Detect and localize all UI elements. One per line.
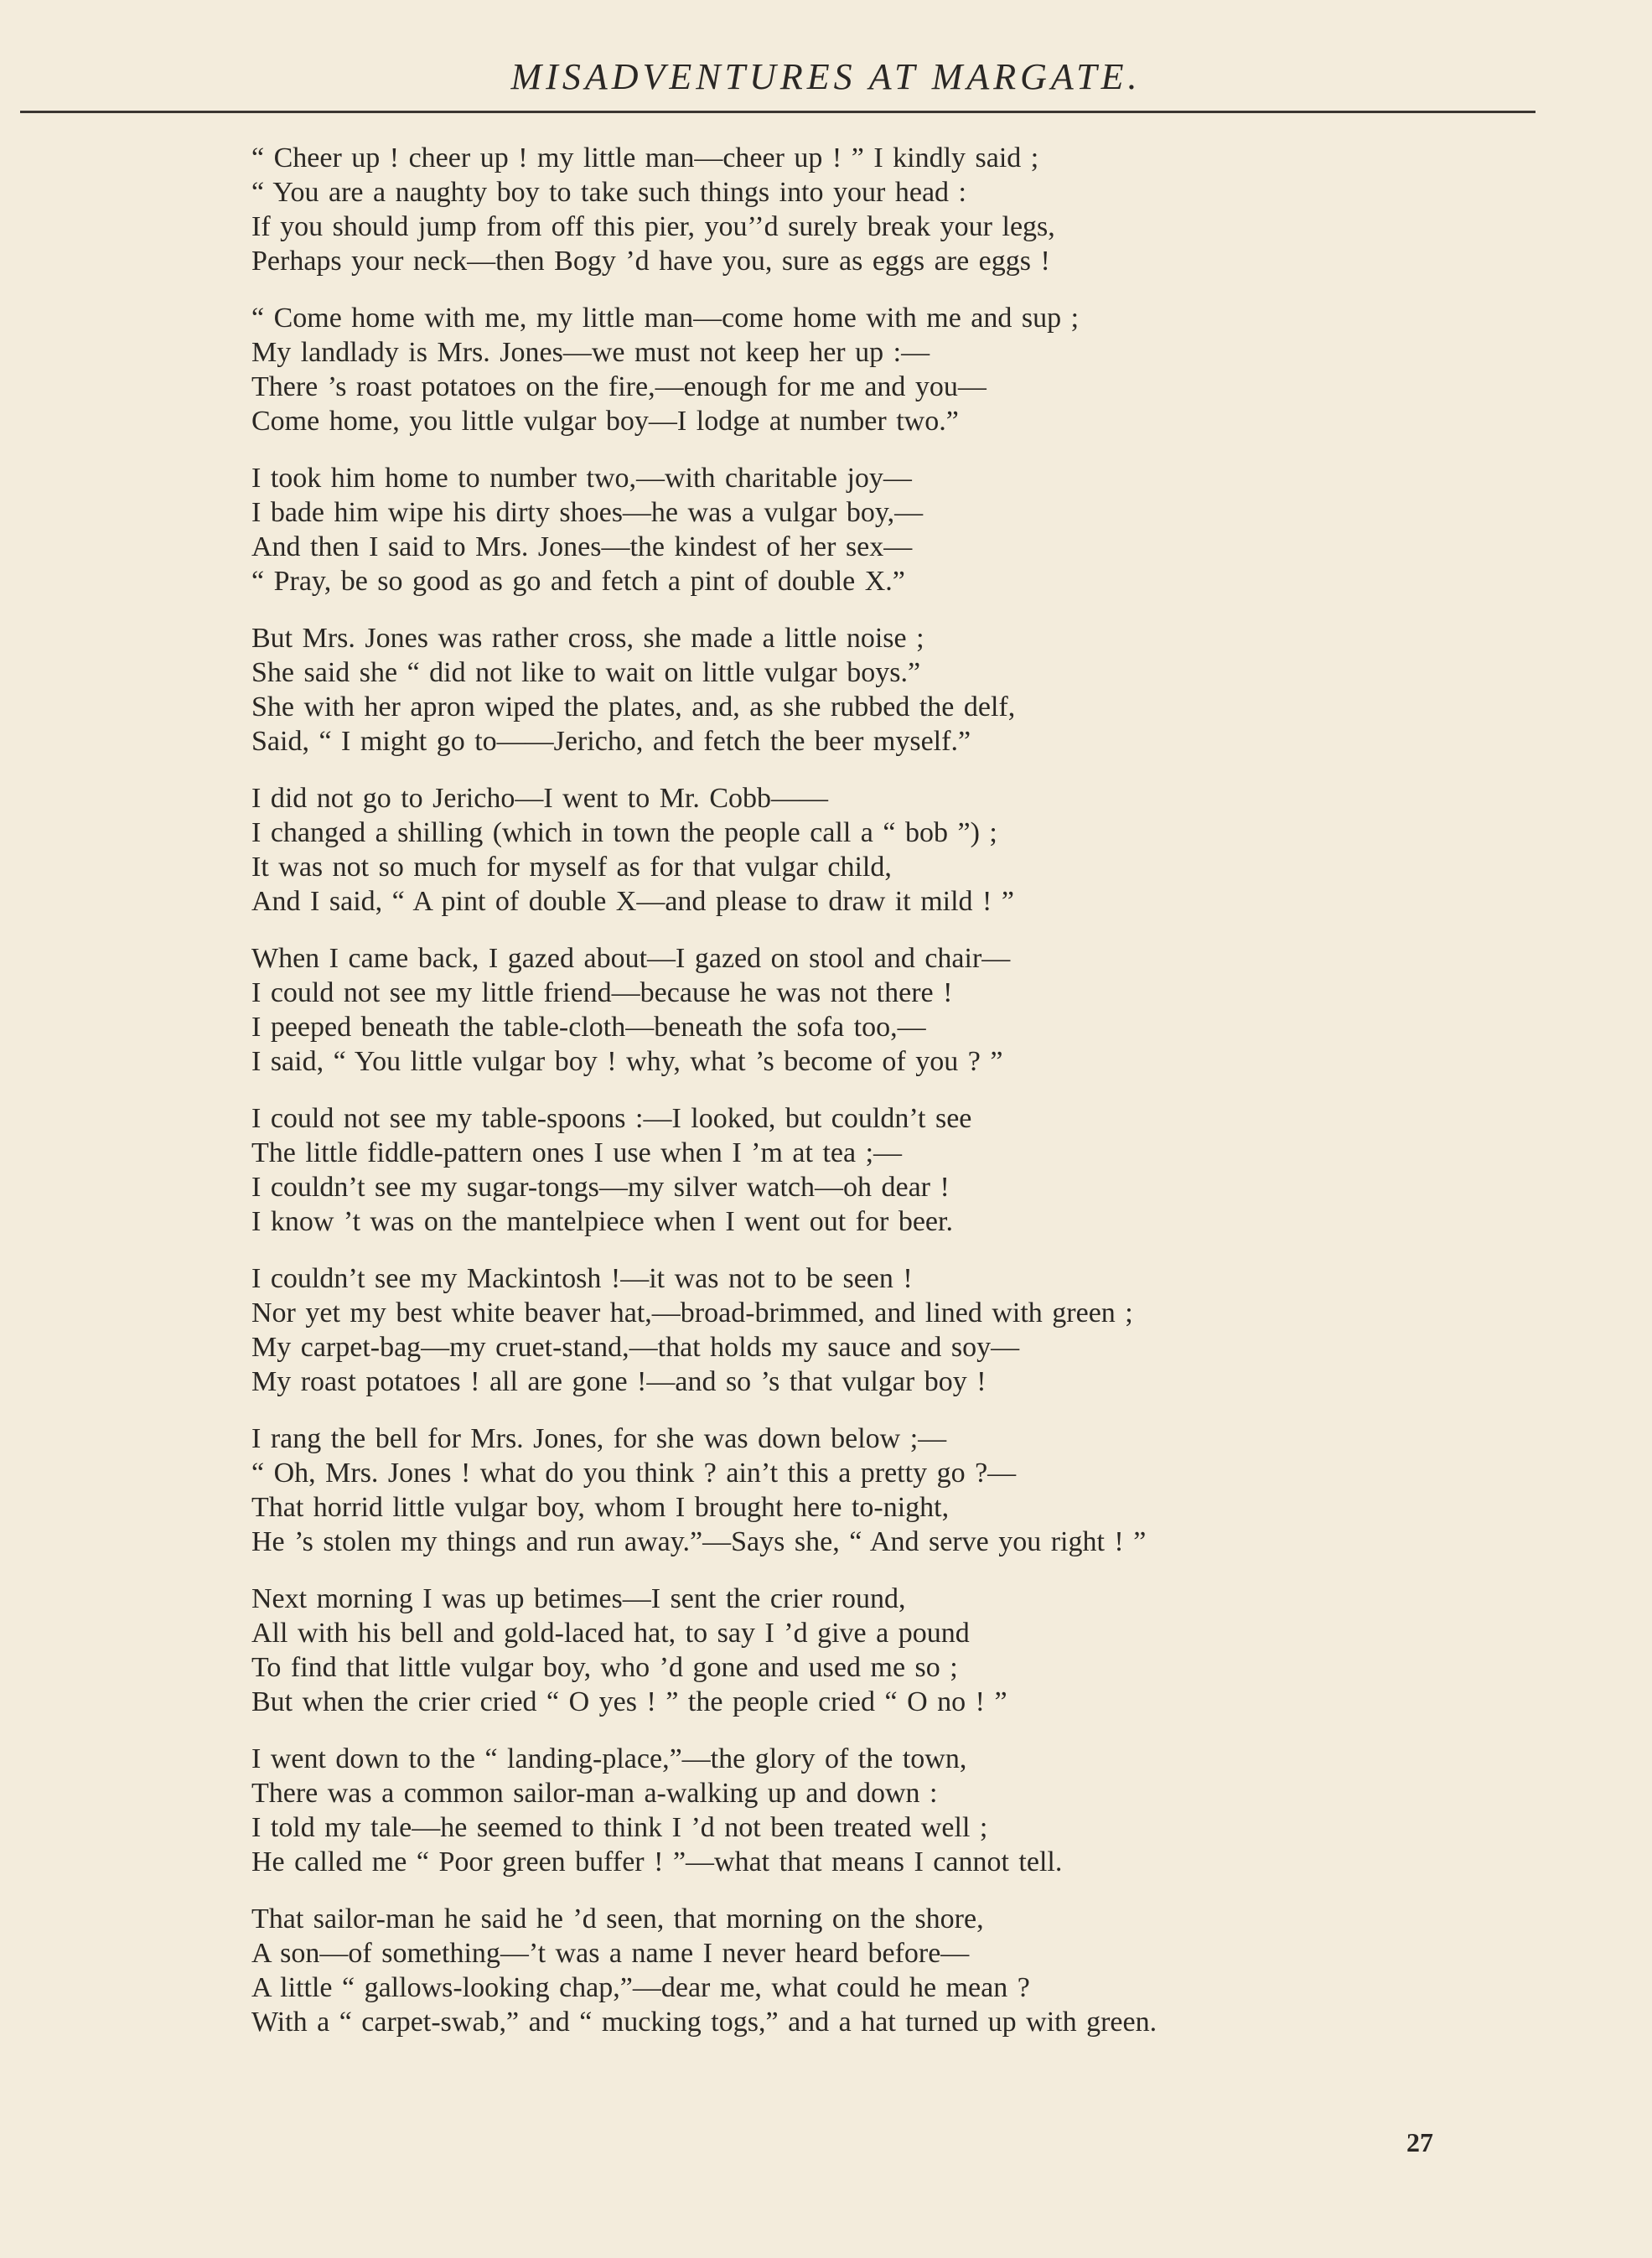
poem-line: I could not see my table-spoons :—I looked, but couldn’t see bbox=[251, 1103, 972, 1134]
poem-line: All with his bell and gold-laced hat, to say I ’d give a pound bbox=[251, 1618, 970, 1649]
stanza bbox=[251, 1261, 1592, 1399]
poem-line: And I said, “ A pint of double X—and please to draw it mild ! ” bbox=[251, 886, 1014, 917]
poem-line: “ Come home with me, my little man—come home with me and sup ; bbox=[251, 303, 1080, 334]
poem-line: If you should jump from off this pier, you’’d surely break your legs, bbox=[251, 211, 1055, 242]
poem-line: With a “ carpet-swab,” and “ mucking togs,” and a hat turned up with green. bbox=[251, 2007, 1157, 2038]
poem-line: She with her apron wiped the plates, and, as she rubbed the delf, bbox=[251, 691, 1016, 722]
poem-line: Said, “ I might go to——Jericho, and fetch the beer myself.” bbox=[251, 726, 971, 757]
stanza bbox=[251, 1902, 1592, 2039]
poem-line: That horrid little vulgar boy, whom I brought here to-night, bbox=[251, 1492, 950, 1523]
stanza bbox=[251, 781, 1592, 919]
poem-line: I said, “ You little vulgar boy ! why, what ’s become of you ? ” bbox=[251, 1046, 1003, 1077]
stanza bbox=[251, 141, 1592, 278]
poem-line: It was not so much for myself as for that vulgar child, bbox=[251, 852, 892, 883]
poem-line: I took him home to number two,—with charitable joy— bbox=[251, 463, 912, 494]
poem-line: “ Cheer up ! cheer up ! my little man—cheer up ! ” I kindly said ; bbox=[251, 142, 1039, 173]
poem-line: I could not see my little friend—because he was not there ! bbox=[251, 977, 953, 1008]
poem-line: A little “ gallows-looking chap,”—dear me, what could he mean ? bbox=[251, 1972, 1030, 2003]
poem-line: I peeped beneath the table-cloth—beneath the sofa too,— bbox=[251, 1012, 926, 1043]
stanza bbox=[251, 1582, 1592, 1719]
poem-line: When I came back, I gazed about—I gazed on stool and chair— bbox=[251, 943, 1011, 974]
stanza bbox=[251, 941, 1592, 1079]
poem-line: I changed a shilling (which in town the people call a “ bob ”) ; bbox=[251, 817, 997, 848]
stanza bbox=[251, 1742, 1592, 1879]
header-rule bbox=[20, 111, 1535, 113]
stanza bbox=[251, 461, 1592, 598]
poem-line: He called me “ Poor green buffer ! ”—what that means I cannot tell. bbox=[251, 1846, 1063, 1877]
poem-line: That sailor-man he said he ’d seen, that morning on the shore, bbox=[251, 1903, 984, 1934]
poem-line: I bade him wipe his dirty shoes—he was a vulgar boy,— bbox=[251, 497, 924, 528]
poem-line: And then I said to Mrs. Jones—the kindest of her sex— bbox=[251, 531, 913, 562]
stanza bbox=[251, 301, 1592, 438]
poem-line: A son—of something—’t was a name I never heard before— bbox=[251, 1938, 970, 1969]
poem-line: To find that little vulgar boy, who ’d gone and used me so ; bbox=[251, 1652, 958, 1683]
poem-line: I told my tale—he seemed to think I ’d not been treated well ; bbox=[251, 1812, 988, 1843]
page-number: 27 bbox=[1406, 2127, 1433, 2157]
poem-line: There ’s roast potatoes on the fire,—enough for me and you— bbox=[251, 371, 987, 402]
poem-line: I did not go to Jericho—I went to Mr. Cobb—— bbox=[251, 783, 829, 814]
poem-line: Nor yet my best white beaver hat,—broad-brimmed, and lined with green ; bbox=[251, 1297, 1133, 1328]
poem-line: “ You are a naughty boy to take such things into your head : bbox=[251, 177, 966, 208]
poem-line: My roast potatoes ! all are gone !—and so ’s that vulgar boy ! bbox=[251, 1366, 987, 1397]
poem-line: My carpet-bag—my cruet-stand,—that holds my sauce and soy— bbox=[251, 1332, 1020, 1363]
poem-line: I couldn’t see my sugar-tongs—my silver watch—oh dear ! bbox=[251, 1172, 950, 1203]
stanza bbox=[251, 621, 1592, 759]
poem-line: Come home, you little vulgar boy—I lodge at number two.” bbox=[251, 406, 959, 437]
stanza bbox=[251, 1101, 1592, 1239]
poem-line: Next morning I was up betimes—I sent the crier round, bbox=[251, 1583, 906, 1614]
poem-line: I couldn’t see my Mackintosh !—it was not to be seen ! bbox=[251, 1263, 913, 1294]
stanza bbox=[251, 1422, 1592, 1559]
poem-line: He ’s stolen my things and run away.”—Says she, “ And serve you right ! ” bbox=[251, 1526, 1147, 1557]
poem-line: She said she “ did not like to wait on little vulgar boys.” bbox=[251, 657, 921, 688]
poem-line: But when the crier cried “ O yes ! ” the people cried “ O no ! ” bbox=[251, 1686, 1007, 1717]
poem-line: My landlady is Mrs. Jones—we must not keep her up :— bbox=[251, 337, 930, 368]
poem-line: But Mrs. Jones was rather cross, she made a little noise ; bbox=[251, 623, 924, 654]
poem-body bbox=[251, 141, 1592, 2062]
poem-line: I rang the bell for Mrs. Jones, for she was down below ;— bbox=[251, 1423, 947, 1454]
poem-line: There was a common sailor-man a-walking up and down : bbox=[251, 1778, 938, 1809]
poem-line: The little fiddle-pattern ones I use when I ’m at tea ;— bbox=[251, 1137, 903, 1168]
page-title: MISADVENTURES AT MARGATE. bbox=[510, 56, 1142, 97]
poem-line: “ Oh, Mrs. Jones ! what do you think ? ain’t this a pretty go ?— bbox=[251, 1458, 1017, 1489]
poem-line: “ Pray, be so good as go and fetch a pint of double X.” bbox=[251, 566, 905, 597]
poem-line: I know ’t was on the mantelpiece when I went out for beer. bbox=[251, 1206, 953, 1237]
poem-line: Perhaps your neck—then Bogy ’d have you, sure as eggs are eggs ! bbox=[251, 246, 1050, 277]
poem-line: I went down to the “ landing-place,”—the glory of the town, bbox=[251, 1743, 967, 1774]
